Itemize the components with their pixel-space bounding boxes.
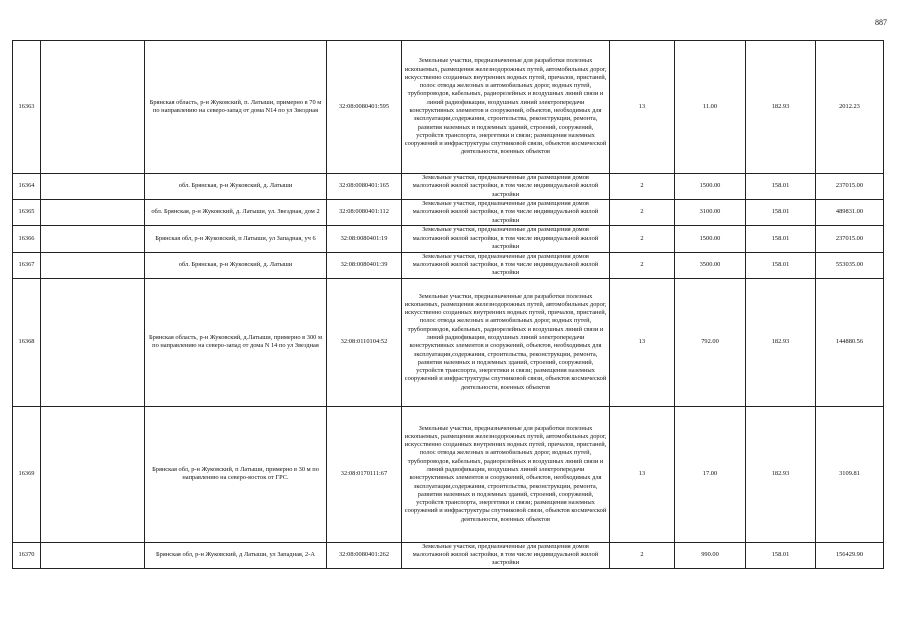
- rate-cell: 182.93: [746, 41, 816, 174]
- land-use-cell: Земельные участки, предназначенные для размещения домов малоэтажной жилой застройки, в том числе индивидуальной жилой застройки: [402, 199, 610, 225]
- rate-cell: 158.01: [746, 174, 816, 200]
- blank-cell: [41, 252, 145, 278]
- category-code-cell: 13: [610, 41, 675, 174]
- row-number: 16370: [13, 542, 41, 568]
- category-code-cell: 13: [610, 278, 675, 406]
- cadastral-number-cell: 32:08:0080401:19: [327, 225, 402, 252]
- category-code-cell: 13: [610, 406, 675, 542]
- rate-cell: 158.01: [746, 225, 816, 252]
- land-registry-table: [12, 40, 884, 569]
- cadastral-number-cell: 32:08:0080401:165: [327, 174, 402, 200]
- address-cell: Брянская область, р-н Жуковский, д.Латыши, примерно в 300 м по направлению на северо-запад от дома N 14 по ул Звездная: [145, 278, 327, 406]
- table-row: [13, 542, 884, 568]
- blank-cell: [41, 41, 145, 174]
- table-row: [13, 406, 884, 542]
- blank-cell: [41, 406, 145, 542]
- address-cell: Брянская обл, р-н Жуковский, д Латыши, ул Западная, 2-А: [145, 542, 327, 568]
- land-use-cell: Земельные участки, предназначенные для разработки полезных ископаемых, размещения железнодорожных путей, автомобильных дорог, искусственно созданных внутренних водных путей, причалов, пристаней, полос отвода железных и автомобильных дорог, водных путей, трубопроводов, кабельных, радиорелейных и воздушных линий связи и линий радиофикации, воздушных линий электропередачи конструктивных элементов и сооружений, объектов, необходимых для эксплуатации,содержания, строительства, реконструкции, ремонта, развития наземных и подземных зданий, строений, сооружений, устройств транспорта, энергетики и связи; размещения наземных сооружений и инфраструктуры спутниковой связи, объектов космической деятельности, военных объектов: [402, 278, 610, 406]
- rate-cell: 182.93: [746, 278, 816, 406]
- row-number: 16368: [13, 278, 41, 406]
- cadastral-number-cell: 32:08:0080401:595: [327, 41, 402, 174]
- table-row: [13, 252, 884, 278]
- area-cell: 17.00: [675, 406, 746, 542]
- area-cell: 3500.00: [675, 252, 746, 278]
- rate-cell: 182.93: [746, 406, 816, 542]
- cadastral-number-cell: 32:08:0170111:67: [327, 406, 402, 542]
- page-number: 887: [875, 18, 887, 27]
- table-body: [13, 41, 884, 569]
- area-cell: 1500.00: [675, 174, 746, 200]
- rate-cell: 158.01: [746, 252, 816, 278]
- category-code-cell: 2: [610, 542, 675, 568]
- area-cell: 11.00: [675, 41, 746, 174]
- table-row: [13, 41, 884, 174]
- land-use-cell: Земельные участки, предназначенные для размещения домов малоэтажной жилой застройки, в том числе индивидуальной жилой застройки: [402, 542, 610, 568]
- rate-cell: 158.01: [746, 542, 816, 568]
- cadastral-value-cell: 156429.90: [816, 542, 884, 568]
- cadastral-value-cell: 489831.00: [816, 199, 884, 225]
- category-code-cell: 2: [610, 174, 675, 200]
- cadastral-number-cell: 32:08:0110104:52: [327, 278, 402, 406]
- category-code-cell: 2: [610, 225, 675, 252]
- blank-cell: [41, 199, 145, 225]
- address-cell: обл. Брянская, р-н Жуковский, д. Латыши: [145, 174, 327, 200]
- address-cell: Брянская обл, р-н Жуковский, п Латыши, примерно в 30 м по направлению на северо-восток от ГРС.: [145, 406, 327, 542]
- address-cell: обл. Брянская, р-н Жуковский, д. Латыши, ул. Звездная, дом 2: [145, 199, 327, 225]
- area-cell: 3100.00: [675, 199, 746, 225]
- land-use-cell: Земельные участки, предназначенные для разработки полезных ископаемых, размещения железнодорожных путей, автомобильных дорог, искусственно созданных внутренних водных путей, причалов, пристаней, полос отвода железных и автомобильных дорог, водных путей, трубопроводов, кабельных, радиорелейных и воздушных линий связи и линий радиофикации, воздушных линий электропередачи конструктивных элементов и сооружений, объектов, необходимых для эксплуатации,содержания, строительства, реконструкции, ремонта, развития наземных и подземных зданий, строений, сооружений, устройств транспорта, энергетики и связи; размещения наземных сооружений и инфраструктуры спутниковой связи, объектов космической деятельности, военных объектов: [402, 41, 610, 174]
- address-cell: Брянская обл, р-н Жуковский, п Латыши, ул Западная, уч 6: [145, 225, 327, 252]
- table-row: [13, 174, 884, 200]
- category-code-cell: 2: [610, 199, 675, 225]
- address-cell: Брянская область, р-н Жуковский, п. Латыши, примерно в 70 м по направлению на северо-запад от дома N14 по ул Звездная: [145, 41, 327, 174]
- land-use-cell: Земельные участки, предназначенные для размещения домов малоэтажной жилой застройки, в том числе индивидуальной жилой застройки: [402, 225, 610, 252]
- row-number: 16365: [13, 199, 41, 225]
- table-row: [13, 278, 884, 406]
- table-row: [13, 225, 884, 252]
- cadastral-value-cell: 3109.81: [816, 406, 884, 542]
- row-number: 16369: [13, 406, 41, 542]
- cadastral-number-cell: 32:08:0080401:112: [327, 199, 402, 225]
- area-cell: 792.00: [675, 278, 746, 406]
- cadastral-value-cell: 237015.00: [816, 225, 884, 252]
- cadastral-value-cell: 553035.00: [816, 252, 884, 278]
- area-cell: 1500.00: [675, 225, 746, 252]
- rate-cell: 158.01: [746, 199, 816, 225]
- cadastral-value-cell: 144880.56: [816, 278, 884, 406]
- cadastral-number-cell: 32:08:0080401:262: [327, 542, 402, 568]
- land-use-cell: Земельные участки, предназначенные для размещения домов малоэтажной жилой застройки, в том числе индивидуальной жилой застройки: [402, 174, 610, 200]
- blank-cell: [41, 278, 145, 406]
- blank-cell: [41, 225, 145, 252]
- cadastral-value-cell: 237015.00: [816, 174, 884, 200]
- land-use-cell: Земельные участки, предназначенные для разработки полезных ископаемых, размещения железнодорожных путей, автомобильных дорог, искусственно созданных внутренних водных путей, причалов, пристаней, полос отвода железных и автомобильных дорог, водных путей, трубопроводов, кабельных, радиорелейных и воздушных линий связи и линий радиофикации, воздушных линий электропередачи конструктивных элементов и сооружений, объектов, необходимых для эксплуатации,содержания, строительства, реконструкции, ремонта, развития наземных и подземных зданий, строений, сооружений, устройств транспорта, энергетики и связи; размещения наземных сооружений и инфраструктуры спутниковой связи, объектов космической деятельности, военных объектов: [402, 406, 610, 542]
- row-number: 16366: [13, 225, 41, 252]
- table-row: [13, 199, 884, 225]
- blank-cell: [41, 174, 145, 200]
- blank-cell: [41, 542, 145, 568]
- land-use-cell: Земельные участки, предназначенные для размещения домов малоэтажной жилой застройки, в том числе индивидуальной жилой застройки: [402, 252, 610, 278]
- address-cell: обл. Брянская, р-н Жуковский, д. Латыши: [145, 252, 327, 278]
- category-code-cell: 2: [610, 252, 675, 278]
- area-cell: 990.00: [675, 542, 746, 568]
- cadastral-number-cell: 32:08:0080401:39: [327, 252, 402, 278]
- row-number: 16367: [13, 252, 41, 278]
- row-number: 16364: [13, 174, 41, 200]
- cadastral-value-cell: 2012.23: [816, 41, 884, 174]
- row-number: 16363: [13, 41, 41, 174]
